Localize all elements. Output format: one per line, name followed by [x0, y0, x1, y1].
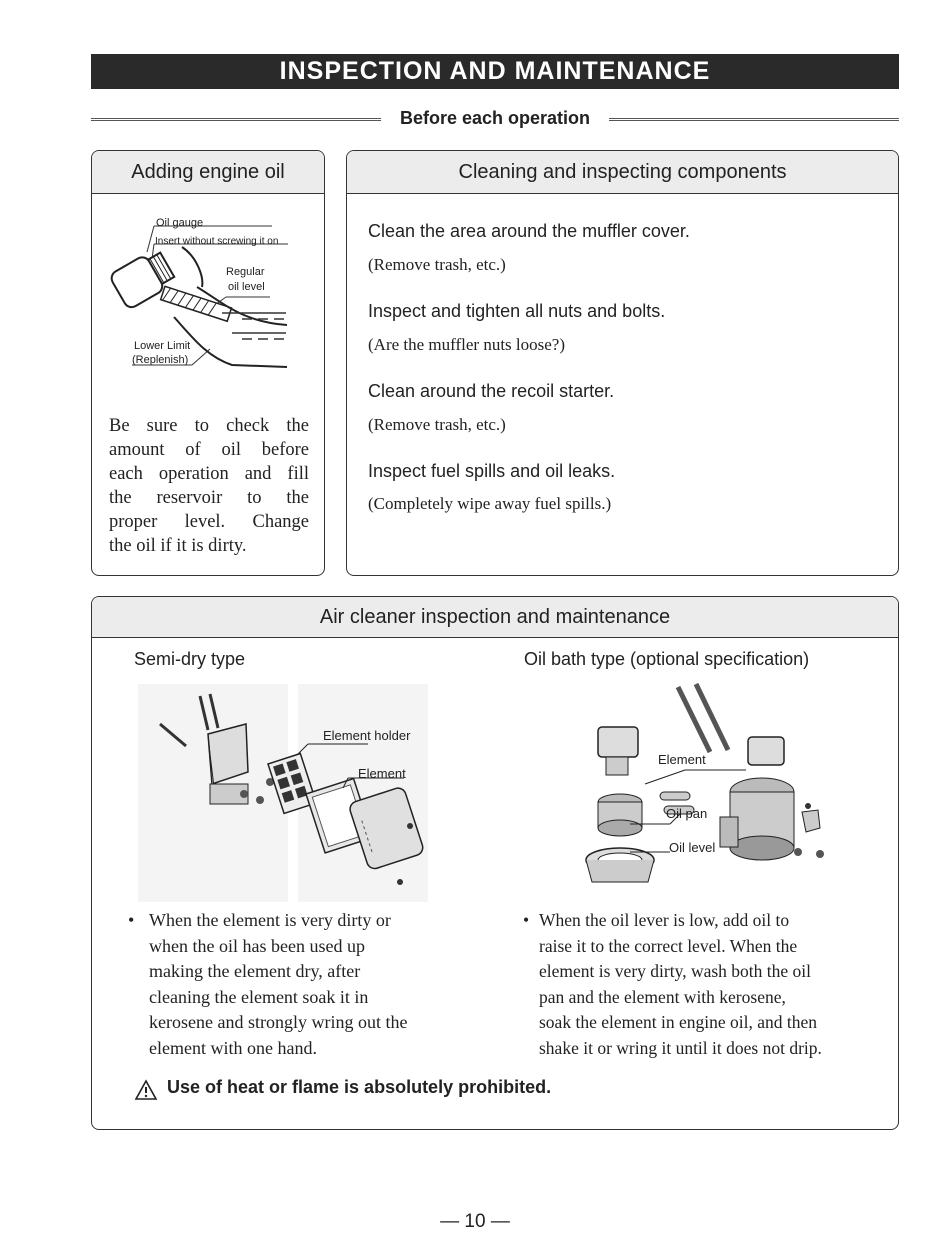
oil-gauge-label: Oil gauge	[156, 217, 204, 229]
air-cleaner-header: Air cleaner inspection and maintenance	[92, 597, 898, 638]
oil-pan-label: Oil pan	[666, 806, 708, 821]
regular-label: Regular	[226, 266, 265, 278]
oil-bath-bullet-line: shake it or wring it until it does not drip.	[539, 1037, 822, 1058]
oil-level-label: Oil level	[669, 840, 716, 855]
cleaning-panel	[346, 150, 899, 576]
semi-dry-bullet-line: cleaning the element soak it in	[149, 986, 369, 1007]
cleaning-item-title: Clean around the recoil starter.	[368, 381, 615, 401]
engine-oil-line: Be sure to check the	[109, 416, 309, 436]
semi-dry-bullet-line: kerosene and strongly wring out the	[149, 1012, 408, 1032]
engine-oil-header: Adding engine oil	[92, 151, 324, 194]
page-number: — 10 —	[440, 1211, 510, 1232]
engine-oil-line: the reservoir to the	[109, 488, 309, 508]
cleaning-item-title: Inspect fuel spills and oil leaks.	[368, 461, 616, 481]
air-cleaner-panel	[91, 596, 899, 1130]
engine-oil-line: proper level. Change	[109, 512, 309, 532]
replenish-label: (Replenish)	[132, 354, 189, 366]
cleaning-item-title: Inspect and tighten all nuts and bolts.	[368, 301, 666, 321]
oil-bath-illustration	[570, 682, 830, 902]
oil-bath-bullet-line: soak the element in engine oil, and then	[539, 1012, 817, 1032]
page-title: INSPECTION AND MAINTENANCE	[91, 54, 899, 89]
engine-oil-text	[109, 414, 309, 558]
cleaning-item-note: (Completely wipe away fuel spills.)	[368, 494, 612, 513]
semi-dry-illustration	[138, 684, 428, 902]
bullet-dot: •	[128, 910, 135, 930]
oil-bath-element-label: Element	[658, 752, 706, 767]
cleaning-item-note: (Remove trash, etc.)	[368, 415, 506, 434]
cleaning-item-title: Clean the area around the muffler cover.	[368, 221, 690, 241]
oil-bath-bullet-line: raise it to the correct level. When the	[539, 935, 798, 956]
warning-triangle-icon	[134, 1079, 158, 1101]
lower-limit-label: Lower Limit	[134, 340, 191, 352]
cleaning-item-note: (Remove trash, etc.)	[368, 255, 506, 274]
engine-oil-line: the oil if it is dirty.	[109, 536, 247, 556]
semi-dry-element-label: Element	[358, 766, 406, 781]
insert-label: Insert without screwing it on	[155, 236, 279, 247]
bullet-dot: •	[523, 910, 530, 930]
subtitle-text: Before each operation	[399, 108, 591, 128]
oil-bath-bullet-line: pan and the element with kerosene,	[539, 986, 786, 1007]
cleaning-item-note: (Are the muffler nuts loose?)	[368, 335, 566, 354]
oil-bath-title: Oil bath type (optional specification)	[524, 649, 810, 669]
oil-bath-bullet-line: When the oil lever is low, add oil to	[539, 910, 790, 930]
semi-dry-bullet-line: element with one hand.	[149, 1037, 317, 1058]
element-holder-label: Element holder	[323, 728, 411, 743]
semi-dry-bullet-line: making the element dry, after	[149, 961, 361, 981]
oil-bath-bullet-line: element is very dirty, wash both the oil	[539, 961, 812, 981]
engine-oil-line: amount of oil before	[109, 440, 309, 460]
section-subtitle	[91, 106, 899, 130]
semi-dry-title: Semi-dry type	[134, 649, 246, 669]
engine-oil-panel	[91, 150, 325, 576]
warning-text: Use of heat or flame is absolutely prohibited.	[167, 1077, 552, 1097]
semi-dry-bullet	[128, 908, 488, 1061]
oil-bath-bullet	[523, 908, 893, 1061]
oil-level-label: oil level	[228, 281, 265, 293]
semi-dry-bullet-line: when the oil has been used up	[149, 935, 365, 956]
semi-dry-bullet-line: When the element is very dirty or	[149, 910, 391, 930]
cleaning-header: Cleaning and inspecting components	[347, 151, 898, 194]
engine-oil-line: each operation and fill	[109, 464, 309, 484]
